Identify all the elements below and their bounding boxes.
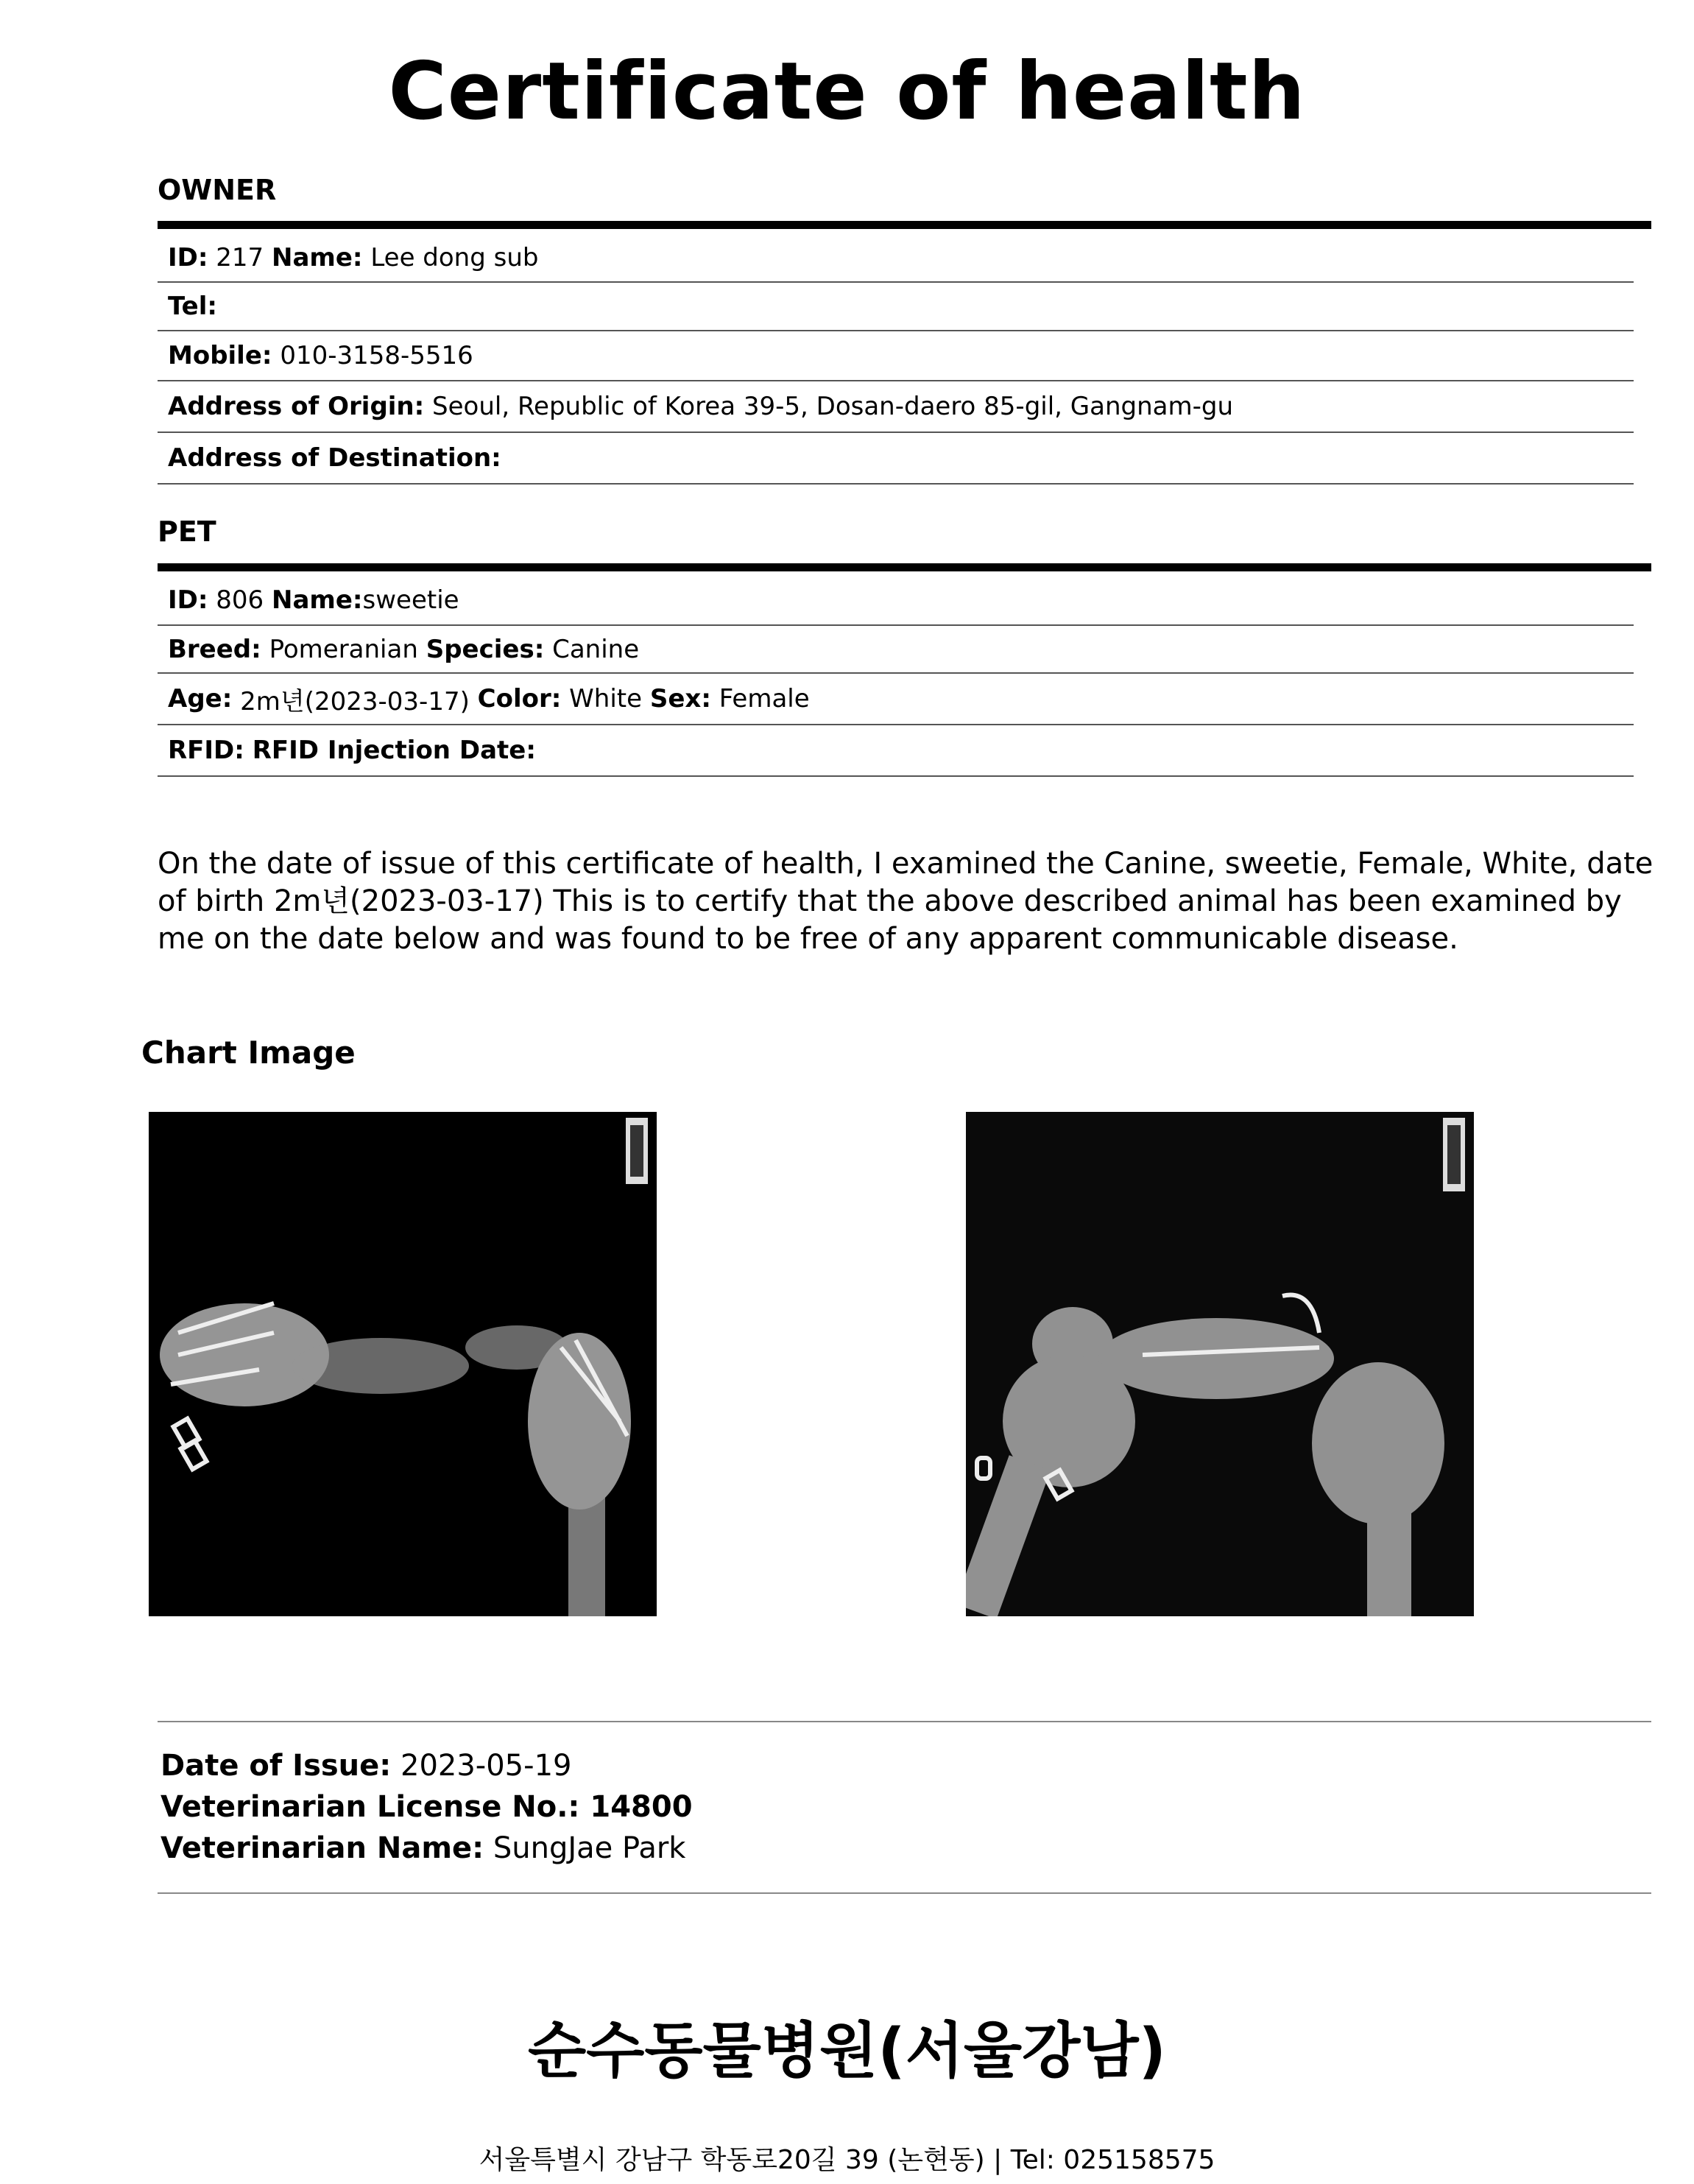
pet-breed-row xyxy=(158,626,1634,674)
owner-tel-label: Tel: xyxy=(168,292,217,321)
xray-image-2 xyxy=(966,1112,1474,1616)
xray-image-1 xyxy=(149,1112,657,1616)
pet-species-value: Canine xyxy=(552,634,640,664)
owner-mobile-value: 010-3158-5516 xyxy=(280,341,473,370)
pet-divider xyxy=(158,563,1651,571)
vet-name-line xyxy=(160,1831,685,1865)
clinic-address-footer: 서울특별시 강남구 학동로20길 39 (논현동) | Tel: 025158575 xyxy=(479,2145,1215,2175)
owner-origin-label: Address of Origin: xyxy=(168,392,425,421)
owner-name-value: Lee dong sub xyxy=(370,242,539,272)
owner-id-value: 217 xyxy=(216,242,264,272)
pet-color-label: Color: xyxy=(477,684,562,714)
pet-id-label: ID: xyxy=(168,585,208,615)
certification-statement: On the date of issue of this certificate of health, I examined the Canine, sweetie, Female, White, date of birth 2m년(2023-03-17) This is to certify that the above described animal has been examined by me on the date below and was found to be free of any apparent communicable disease. xyxy=(158,847,1654,956)
chart-image-label: Chart Image xyxy=(141,1035,356,1071)
pet-id-row xyxy=(158,576,1634,626)
pet-rfid-label: RFID: xyxy=(168,736,244,765)
owner-mobile-row xyxy=(158,331,1634,381)
owner-id-label: ID: xyxy=(168,242,208,272)
owner-section-label: OWNER xyxy=(158,174,277,206)
clinic-name: 순수동물병원(서울강남) xyxy=(527,2016,1167,2086)
page-title: Certificate of health xyxy=(388,46,1306,138)
pet-name-value: sweetie xyxy=(362,585,459,615)
pet-species-label: Species: xyxy=(426,634,545,664)
pet-breed-label: Breed: xyxy=(168,634,261,664)
vet-name-label: Veterinarian Name: xyxy=(160,1831,484,1865)
pet-age-value: 2m년(2023-03-17) xyxy=(240,686,470,716)
owner-divider xyxy=(158,221,1651,229)
date-of-issue-value: 2023-05-19 xyxy=(400,1749,572,1783)
owner-mobile-label: Mobile: xyxy=(168,341,272,370)
pet-section-label: PET xyxy=(158,515,216,548)
pet-color-value: White xyxy=(569,684,643,714)
owner-origin-row xyxy=(158,381,1634,433)
license-line xyxy=(160,1790,693,1824)
license-label: Veterinarian License No.: xyxy=(160,1790,580,1824)
pet-sex-value: Female xyxy=(719,684,810,714)
license-value: 14800 xyxy=(590,1790,693,1824)
date-of-issue-label: Date of Issue: xyxy=(160,1749,392,1783)
pet-name-label: Name: xyxy=(272,585,363,615)
pet-sex-label: Sex: xyxy=(649,684,711,714)
owner-name-label: Name: xyxy=(272,242,363,272)
signature-bottom-divider xyxy=(158,1892,1651,1894)
owner-id-row xyxy=(158,233,1634,283)
owner-origin-value: Seoul, Republic of Korea 39-5, Dosan-daero 85-gil, Gangnam-gu xyxy=(432,392,1233,421)
pet-breed-value: Pomeranian xyxy=(269,634,418,664)
pet-rfid-row xyxy=(158,725,1634,777)
pet-age-row xyxy=(158,674,1634,725)
owner-destination-row xyxy=(158,433,1634,485)
vet-name-value: SungJae Park xyxy=(493,1831,686,1865)
pet-age-label: Age: xyxy=(168,684,233,714)
owner-tel-row xyxy=(158,283,1634,331)
pet-id-value: 806 xyxy=(216,585,264,615)
owner-destination-label: Address of Destination: xyxy=(168,443,501,473)
date-of-issue-line xyxy=(160,1749,571,1783)
pet-rfid-date-label: RFID Injection Date: xyxy=(252,736,536,765)
signature-top-divider xyxy=(158,1721,1651,1722)
